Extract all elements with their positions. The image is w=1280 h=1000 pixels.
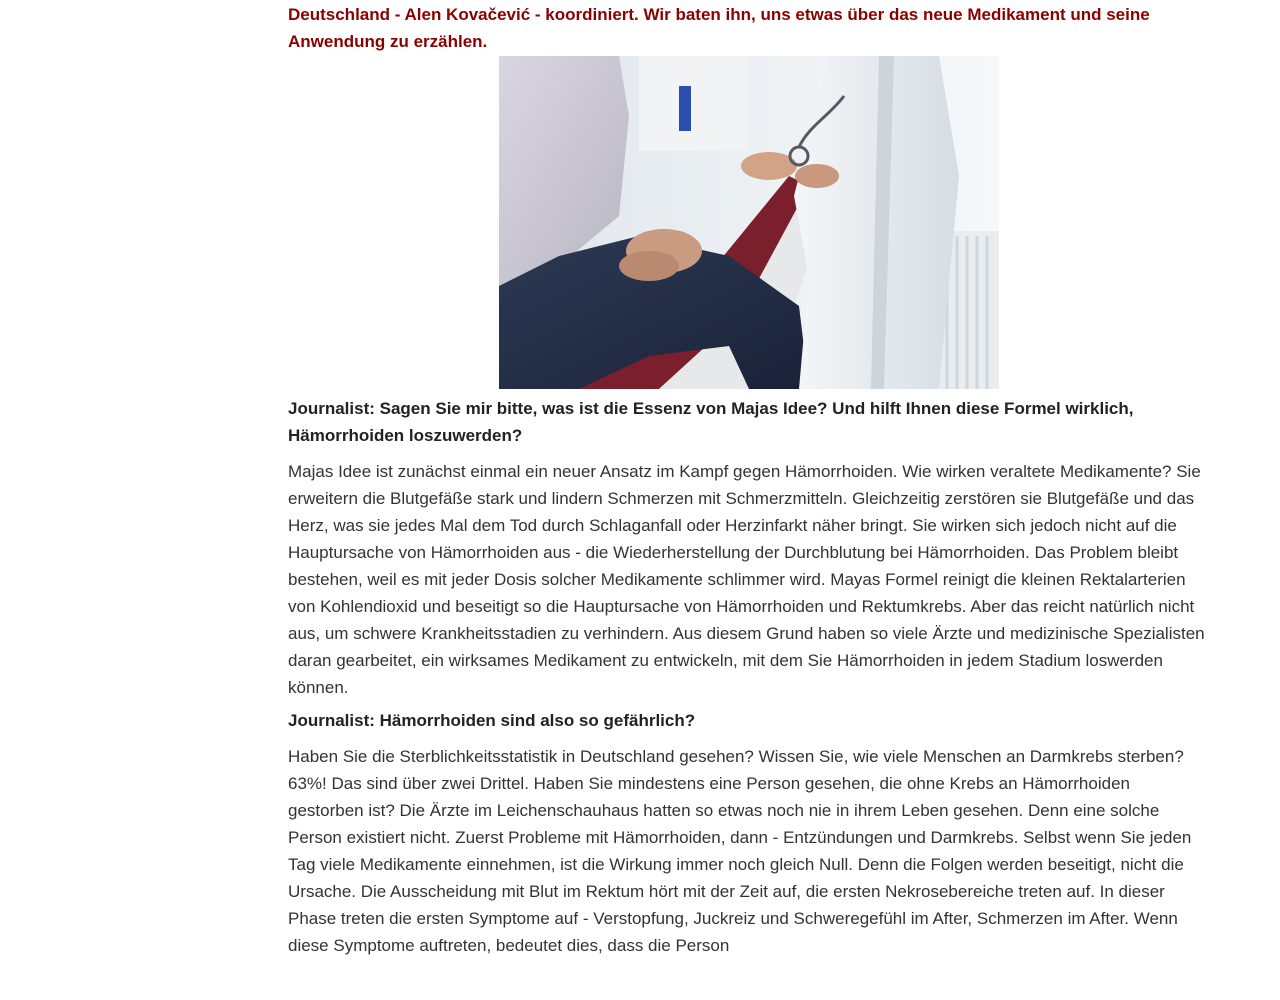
article-body (288, 0, 1208, 959)
doctor-patient-photo (499, 56, 999, 389)
article-intro: Deutschland - Alen Kovačević - koordiniert. Wir baten ihn, uns etwas über das neue Medikament und seine Anwendung zu erzählen. (288, 5, 1150, 51)
photo-illustration (499, 56, 999, 389)
interview-question: Journalist: Hämorrhoiden sind also so gefährlich? (288, 711, 696, 730)
interview-answer: Haben Sie die Sterblichkeitsstatistik in Deutschland gesehen? Wissen Sie, wie viele Menschen an Darmkrebs sterben? 63%! Das sind über zwei Drittel. Haben Sie mindestens eine Person gesehen, die ohne Krebs an Hämorrhoiden gestorben ist? Die Ärzte im Leichenschauhaus hatten so etwas noch nie in ihrem Leben gesehen. Denn eine solche Person existiert nicht. Zuerst Probleme mit Hämorrhoiden, dann - Entzündungen und Darmkrebs. Selbst wenn Sie jeden Tag viele Medikamente einnehmen, ist die Wirkung immer noch gleich Null. Denn die Folgen werden beseitigt, nicht die Ursache. Die Ausscheidung mit Blut im Rektum hört mit der Zeit auf, die ersten Nekrosebereiche treten auf. In dieser Phase treten die ersten Symptome auf - Verstopfung, Juckreiz und Schweregefühl im After, Schmerzen im After. Wenn diese Symptome auftreten, bedeutet dies, dass die Person (288, 747, 1192, 955)
interview-question: Journalist: Sagen Sie mir bitte, was ist die Essenz von Majas Idee? Und hilft Ihnen diese Formel wirklich, Hämorrhoiden loszuwerden? (288, 399, 1134, 445)
interview-answer: Majas Idee ist zunächst einmal ein neuer Ansatz im Kampf gegen Hämorrhoiden. Wie wirken veraltete Medikamente? Sie erweitern die Blutgefäße stark und lindern Schmerzen mit Schmerzmitteln. Gleichzeitig zerstören sie Blutgefäße und das Herz, was sie jedes Mal dem Tod durch Schlaganfall oder Herzinfarkt näher bringt. Sie wirken sich jedoch nicht auf die Hauptursache von Hämorrhoiden aus - die Wiederherstellung der Durchblutung bei Hämorrhoiden. Das Problem bleibt bestehen, weil es mit jeder Dosis solcher Medikamente schlimmer wird. Mayas Formel reinigt die kleinen Rektalarterien von Kohlendioxid und beseitigt so die Hauptursache von Hämorrhoiden und Rektumkrebs. Aber das reicht natürlich nicht aus, um schwere Krankheitsstadien zu verhindern. Aus diesem Grund haben so viele Ärzte und medizinische Spezialisten daran gearbeitet, ein wirksames Medikament zu entwickeln, mit dem Sie Hämorrhoiden in jedem Stadium loswerden können. (288, 462, 1205, 697)
